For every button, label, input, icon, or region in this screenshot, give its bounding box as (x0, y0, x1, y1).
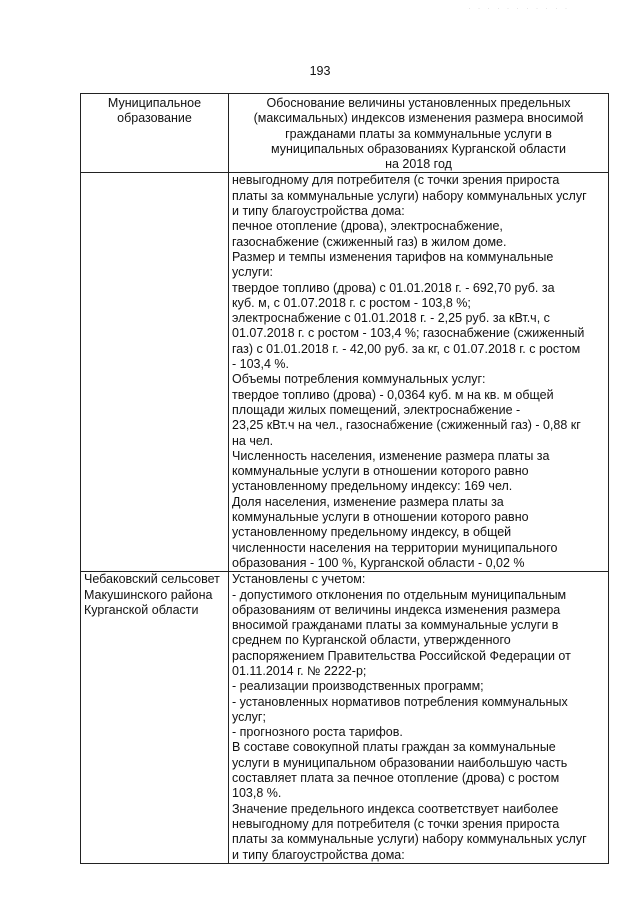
text-line: невыгодному для потребителя (с точки зрения прироста (232, 173, 560, 188)
text-line: твердое топливо (дрова) - 0,0364 куб. м на кв. м общей (232, 387, 554, 402)
table-row (81, 572, 609, 864)
text-line: установленному предельному индексу: 169 чел. (232, 479, 513, 494)
text-line: образованиям от величины индекса изменения размера (232, 602, 561, 617)
table-header-row (81, 94, 609, 173)
text-line: В составе совокупной платы граждан за коммунальные (232, 740, 556, 755)
text-line: коммунальные услуги в отношении которого равно (232, 464, 529, 479)
scan-artifact: · · · · · · · · · · · (468, 6, 570, 12)
text-line: Курганской области (84, 602, 199, 617)
text-line: 01.07.2018 г. с ростом - 103,4 %; газоснабжение (сжиженный (232, 326, 585, 341)
text-line: газ) с 01.01.2018 г. - 42,00 руб. за кг, с 01.07.2018 г. с ростом (232, 341, 581, 356)
text-line: Значение предельного индекса соответствует наиболее (232, 801, 559, 816)
text-line: невыгодному для потребителя (с точки зрения прироста (232, 816, 560, 831)
text-line: - реализации производственных программ; (232, 679, 484, 694)
text-line: Муниципальное (107, 96, 202, 110)
text-line: 23,25 кВт.ч на чел., газоснабжение (сжиженный газ) - 0,88 кг (232, 418, 581, 433)
text-line: и типу благоустройства дома: (232, 847, 405, 862)
text-line: численности населения на территории муниципального (232, 540, 558, 555)
header-municipality (81, 94, 229, 173)
text-line: Установлены с учетом: (232, 572, 366, 587)
text-line: и типу благоустройства дома: (232, 204, 405, 219)
text-line: твердое топливо (дрова) с 01.01.2018 г. - 692,70 руб. за (232, 280, 555, 295)
text-line: Доля населения, изменение размера платы за (232, 494, 504, 509)
justification-table (80, 93, 609, 864)
text-line: распоряжением Правительства Российской Федерации от (232, 648, 571, 663)
row2-justification-cell (229, 572, 609, 864)
row1-justification-cell (229, 173, 609, 572)
text-line: - 103,4 %. (232, 357, 289, 372)
text-line: образование (117, 111, 192, 126)
text-line: Обоснование величины установленных предельных (266, 96, 571, 110)
text-line: установленному предельному индексу, в общей (232, 525, 512, 540)
text-line: услуги в муниципальном образовании наибольшую часть (232, 755, 568, 770)
text-line: услуги: (232, 265, 273, 280)
text-line: составляет плата за печное отопление (дрова) с ростом (232, 771, 560, 786)
text-line: - установленных нормативов потребления коммунальных (232, 694, 568, 709)
text-line: вносимой гражданами платы за коммунальные услуги в (232, 618, 559, 633)
text-line: Макушинского района (84, 587, 213, 602)
row1-municipality-cell (81, 173, 229, 572)
text-line: платы за коммунальные услуги) набору коммунальных услуг (232, 188, 587, 203)
text-line: газоснабжение (сжиженный газ) в жилом доме. (232, 234, 507, 249)
text-line: муниципальных образованиях Курганской области (271, 141, 566, 156)
text-line: образования - 100 %, Курганской области - 0,02 % (232, 555, 525, 570)
text-line: электроснабжение с 01.01.2018 г. - 2,25 руб. за кВт.ч, с (232, 311, 550, 326)
text-line: на 2018 год (385, 157, 452, 172)
text-line: (максимальных) индексов изменения размера вносимой (253, 111, 584, 126)
text-line: площади жилых помещений, электроснабжение - (232, 402, 521, 417)
text-line: - допустимого отклонения по отдельным муниципальным (232, 587, 567, 602)
text-line: гражданами платы за коммунальные услуги в (285, 126, 552, 141)
text-line: печное отопление (дрова), электроснабжение, (232, 219, 503, 234)
table-row (81, 173, 609, 572)
text-line: среднем по Курганской области, утвержденного (232, 633, 511, 648)
text-line: куб. м, с 01.07.2018 г. с ростом - 103,8 %; (232, 295, 471, 310)
text-line: Размер и темпы изменения тарифов на коммунальные (232, 249, 554, 264)
text-line: - прогнозного роста тарифов. (232, 725, 403, 740)
text-line: услуг; (232, 709, 266, 724)
text-line: Чебаковский сельсовет (84, 572, 220, 587)
text-line: 103,8 %. (232, 786, 282, 801)
text-line: 01.11.2014 г. № 2222-р; (232, 663, 367, 678)
row2-municipality-cell (81, 572, 229, 864)
page-number: 193 (309, 64, 331, 78)
text-line: на чел. (232, 433, 274, 448)
text-line: коммунальные услуги в отношении которого равно (232, 510, 529, 525)
text-line: Объемы потребления коммунальных услуг: (232, 372, 486, 387)
text-line: платы за коммунальные услуги) набору коммунальных услуг (232, 832, 587, 847)
header-justification (229, 94, 609, 173)
text-line: Численность населения, изменение размера платы за (232, 448, 550, 463)
